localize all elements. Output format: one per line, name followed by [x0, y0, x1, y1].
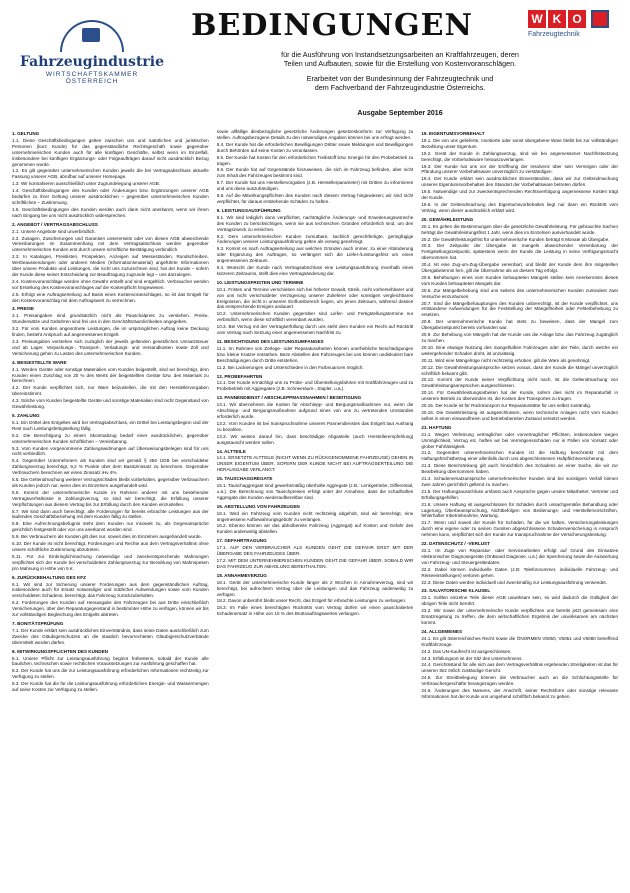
clause-text: 1.3. Wir kontrahieren ausschließlich unter Zugrundelegung unserer AGB. — [12, 181, 161, 187]
terms-column-1 — [12, 128, 209, 887]
clause-text: 20.9. Zur Behebung von Mängeln hat der Kunde uns die Anlage bzw. das Fahrzeug zugänglich zu machen. — [421, 332, 619, 343]
clause-text: 24.4. Gerichtsstand für alle sich aus dem Vertragsverhältnis ergebenden Streitigkeiten ist das für unseren Sitz örtlich zuständige Gericht. — [421, 662, 619, 674]
clause-text: 2.2. Zusagen, Zusicherungen und Garantien unsererseits oder von diesen AGB abweichende Vereinbarungen im Zusammenhang mit dem Vertragsabschluss werden gegenüber unternehmerischen Kunden erst durch unsere schriftliche Bestätigung verbindlich. — [12, 235, 209, 253]
clause-text: 21.7. Wenn und soweit der Kunde für Schäden, für die wir haften, Versicherungsleistungen durch eine eigene oder zu seinen Gunsten abgeschlossene Schadenversicherung in Anspruch nehmen kann, verpflichtet sich der Kunde zur Inanspruchnahme der Versicherungsleistung. — [421, 520, 619, 538]
section-title: 9. LEISTUNGSAUSFÜHRUNG — [216, 207, 281, 213]
clause-text: 7.1. Der Kunde erklärt sein ausdrückliches Einverständnis, dass seine Daten ausschließlich zum Zwecke des Gläubigerschutzes an die staatlich bevorrechteten Gläubigerschutzverbände übermittelt werden dürfen. — [12, 627, 209, 645]
section-title: 24. ALLGEMEINES — [421, 628, 463, 634]
clause-text: 21.4. Schadenersatzansprüche unternehmerischer Kunden sind bei sonstigem Verfall binnen zwei Jahren gerichtlich geltend zu machen. — [421, 476, 619, 487]
clause-text: 9.3. Kommt es nach Auftragserteilung aus welchen Gründen auch immer, zu einer Abänderung oder Ergänzung des Auftrages, so verlängert sich die Liefer-/Leistungsfrist um einen angemessenen Zeitraum. — [216, 246, 414, 264]
clause-text: 20.7. Sind die Mängelbehauptungen des Kunden unberechtigt, ist der Kunde verpflichtet, uns entstandene Aufwendungen für die Feststellung der Mängelfreiheit oder Fehlerbehebung zu ersetzen. — [421, 300, 619, 318]
clause-text: 20.16. Die Gewährleistung ist ausgeschlossen, wenn technische Anlagen nicht vom Kunden selbst in einen einwandfreien und betriebsbereiten Zustand versetzt werden. — [421, 409, 619, 421]
clause-text: 5.6. Kommt der unternehmerische Kunde im Rahmen anderer mit uns bestehender Vertragsverhältnisse in Zahlungsverzug, so sind wir berechtigt, die Erfüllung unserer Verpflichtungen aus diesem Vertrag bis zur Erfüllung durch den Kunden einzustellen. — [12, 489, 209, 507]
clause-text: 20.10. Eine etwaige Nutzung des mangelhaften Fahrzeuges oder der Teile, durch welche ein weitergehender Schaden droht, ist unzulässig. — [421, 344, 619, 356]
brand-right-sub: Fahrzeugtechnik — [528, 31, 580, 38]
brand-left-name: Fahrzeugindustrie — [19, 54, 165, 70]
clause-text: 15.1. Tauschaggregate sind gewerbsmäßig überholte Aggregate (z.B.: Lenkgetriebe, Differential, u.ä.). Die Berechnung von Tauschpreisen erfolgt unter der Annahme, dass die schadhaften Aggregate des Kunden wiederaufbereitbar sind. — [216, 483, 414, 500]
clause-text: 8.3. Der Kunde hat die für die Leistungsausführung erforderlichen Energie- und Wassermengen auf seine Kosten zur Verfügung zu stellen. — [12, 681, 209, 693]
intro-line: dem Fachverband der Fahrzeugindustrie Österreichs. — [314, 83, 486, 92]
clause-text: 20.11. Wird eine Mängelrüge nicht rechtzeitig erhoben, gilt die Ware als genehmigt. — [421, 357, 591, 363]
clause-text: 20.8. Der unternehmerische Kunde hat stets zu beweisen, dass der Mangel zum Übergabezeitpunkt bereits vorhanden war. — [421, 319, 619, 331]
clause-text: 5.3. Vom Kunden vorgenommene Zahlungswidmungen auf Überweisungsbelegen sind für uns nicht verbindlich. — [12, 445, 209, 457]
clause-text: 22.3. Diese Daten werden individuell und zweckmäßig zur Leistungsausführung verwendet. — [421, 579, 607, 585]
section-title: 8. MITWIRKUNGSPFLICHTEN DES KUNDEN — [12, 648, 108, 654]
section-title: 16. ABSTELLUNG VON FAHRZEUGEN — [216, 503, 300, 509]
clause-text: 21.6. Unsere Haftung ist ausgeschlossen für Schäden durch unsachgemäße Behandlung oder Lagerung, Überbeanspruchung, Nichtbefolgen von Bedienungs- und Herstellervorschriften, fehlerhafter Inbetriebnahme, Wartung. — [421, 501, 619, 519]
clause-text: 23.2. Wir sowie der unternehmerische Kunde verpflichten uns bereits jetzt gemeinsam eine Ersatzregelung zu treffen, die dem wirtschaftlichen Ergebnis der unwirksamen am nächsten kommt. — [421, 608, 619, 625]
clause-text: 16.1. Wird ein Fahrzeug vom Kunden nicht rechtzeitig abgeholt, sind wir berechtigt, eine angemessene Aufbewahrungsgebühr zu verlangen. — [216, 510, 414, 522]
section-title: 2. ANGEBOT / VERTRAGSABSCHLUSS — [12, 221, 98, 227]
intro-line: für die Ausführung von Instandsetzungsarbeiten an Kraftfahrzeugen, deren — [281, 50, 519, 59]
clause-text: 24.6. Änderungen des Namens, der Anschrift, seiner Rechtsform oder sonstige relevante Informationen hat der Kunde uns umgehend schriftlich bekannt zu geben. — [421, 688, 619, 699]
section-title: 17. GEFAHRTRAGUNG — [216, 538, 267, 544]
clause-text: 2.4. Kostenvoranschläge werden ohne Gewähr erstellt und sind entgeltlich. Verbraucher werden vor Erstellung des Kostenvoranschlages auf die Kostenpflicht hingewiesen. — [12, 278, 209, 290]
clause-text: 18.3. Im Falle eines berechtigten Rücktritts vom Vertrag dürfen wir einen pauschalierten Schadenersatz in Höhe von 15 % des Bruttoauftragswertes verlangen. — [216, 605, 414, 617]
clause-text: 24.2. Das UN-Kaufrecht ist ausgeschlossen. — [421, 648, 512, 654]
wko-letter-w: W — [528, 10, 546, 28]
section-title: 11. BESICHTIGUNG DES LEISTUNGSUMFANGES — [216, 339, 324, 344]
section-title: 18. ANNAHMEVERZUG — [216, 572, 267, 578]
clause-text: 11.1. Im Rahmen von Zerlege- oder Reparaturarbeiten können unerhebliche Beschädigungen bzw. kleine Kratzer entstehen. Beim Abstellen des Fahrzeuges bei uns können undiskutiert bare Beschädigungen durch Dritte entstehen. — [216, 345, 414, 363]
clause-text: 19.6. In der Geltendmachung des Eigentumsvorbehaltes liegt nur dann ein Rücktritt vom Vertrag, wenn dieser ausdrücklich erklärt wird. — [421, 201, 619, 213]
clause-text: 1.2. Es gilt gegenüber unternehmerischen Kunden jeweils die bei Vertragsabschluss aktuelle Fassung unserer AGB, abrufbar auf unserer Homepage. — [12, 168, 209, 180]
clause-text: 20.14. Für Gewährleistungsarbeiten hat der Kunde, sofern dies nicht im Reparaturfall in unserem Betrieb zu überwinden ist, die Kosten des Transportes zu tragen. — [421, 390, 619, 402]
section-title: 12. PROBEFAHRTEN — [216, 373, 263, 379]
brand-left-sub1: WIRTSCHAFTSKAMMER — [45, 71, 139, 78]
section-title: 6. ZURÜCKBEHALTUNG DES KFZ — [12, 574, 86, 580]
clause-text: 1.5. Geschäftsbedingungen des Kunden werden auch dann nicht anerkannt, wenn wir ihnen nach Eingang bei uns nicht ausdrücklich widersprechen. — [12, 206, 209, 218]
clause-text: sowie allfällige diesbezügliche gesetzliche Änderungen gesetzeskonform zur Verfügung zu stellen. Auftragsbezogene Details zu den notwendigen Angaben können bei uns erfragt werden. — [216, 129, 414, 140]
wko-letter-o: O — [568, 10, 586, 28]
header — [12, 6, 618, 126]
clause-text: 20.4. Ist eine Zug-um-Zug-Übergabe vereinbart, und bleibt der Kunde dem ihm mitgeteilten Übergabetermin fern, gilt die Übernahme als an diesem Tag erfolgt. — [421, 262, 619, 274]
terms-columns — [12, 128, 618, 887]
clause-text: 4.3. Solche vom Kunden beigestellte Geräte und sonstige Materialien sind nicht Gegenstand von Gewährleistung. — [12, 398, 209, 410]
clause-text: 20.2. Die Gewährleistungsfrist für unternehmerische Kunden beträgt 6 Monate ab Übergabe. — [421, 236, 610, 242]
clause-text: 19.1. Die von uns gelieferte, montierte oder sonst übergebene Ware bleibt bis zur vollständigen Bezahlung unser Eigentum. — [421, 137, 619, 149]
edition-label: Ausgabe September 2016 — [357, 110, 443, 117]
clause-text: 20.13. Kommt der Kunde seiner Verpflichtung nicht nach, ist die Geltendmachung von Gewährleistungsansprüchen ausgeschlossen. — [421, 377, 619, 389]
section-title: 20. GEWÄHRLEISTUNG — [421, 216, 474, 222]
clause-text: 13.3. Wir weisen darauf hin, dass beschädigte Abgasteile (auch Herstellerempfehlung) ausgetauscht werden sollen. — [216, 433, 414, 445]
clause-text: 14.1. ERSETZTE ALTTEILE (NICHT WENN ZU RÜCKGENOMMENE FAHRZEUGE) GEHEN IN UNSER EIGENTUM ÜBER, SOFERN DER KUNDE NICHT BEI AUFTRAGSERTEILUNG DIE HERAUSGABE VERLANGT. — [216, 455, 414, 473]
section-title: 4. BEIGESTELLTE WARE — [12, 359, 67, 365]
clause-text: 19.4. Der Kunde erklärt sein ausdrückliches Einverständnis, dass wir zur Geltendmachung unseres Eigentumsvorbehaltes den Standort der Vorbehaltsware betreten dürfen. — [421, 176, 619, 188]
section-title: 5. ZAHLUNG — [12, 412, 40, 418]
document-title: BEDINGUNGEN — [191, 8, 473, 43]
clause-text: 12.1. Der Kunde ermächtigt uns zu Probe- und Überstellungsfahrten mit Kraftfahrzeugen und zu Probebetrieb mit Aggregaten (z.B. Schneeräum-, Stapler, u.ä.). — [216, 380, 414, 392]
clause-text: 19.3. Der Kunde hat uns vor der Eröffnung der Insolvenz über sein Vermögen oder der Pfändung unserer Vorbehaltsware unverzüglich zu verständigen. — [421, 163, 619, 175]
clause-text: 24.3. Erfüllungsort ist der Sitz des Unternehmens. — [421, 655, 523, 661]
clause-text: 10.3. Bei Verzug mit der Vertragserfüllung durch uns steht dem Kunden ein Recht auf Rücktritt vom Vertrag nach Setzung einer angemessenen Nachfrist zu. — [216, 324, 414, 336]
clause-text: 6.1. Wir sind zur Sicherung unserer Forderungen aus dem gegenständlichen Auftrag, insbesondere auch für Ersatz notwendiger und nützlicher Aufwendungen sowie vom Kunden verschuldeten Schadens, berechtigt, das Fahrzeug zurückzubehalten. — [12, 581, 209, 599]
section-title: 19. EIGENTUMSVORBEHALT — [421, 131, 485, 136]
intro-line: Teilen und Aufbauten, sowie für die Erstellung von Kostenvoranschlägen. — [283, 59, 517, 68]
clause-text: 13.1. Wir übernehmen die Kosten für Abschlepp- und Bergungsmaßnahmen nur, wenn die Abschlepp- und Bergungsmaßnahme aufgrund eines von uns zu vertretenden Umstandes erforderlich wurde. — [216, 402, 414, 419]
clause-text: 8.5. Der Kunde hat Kosten für den erforderlichen Treibstoff bzw. Energie für den Probebetrieb zu tragen. — [216, 154, 414, 166]
section-title: 10. LEISTUNGSFRISTEN UND TERMINE — [216, 279, 304, 285]
clause-text: 3.1. Preisangaben sind grundsätzlich nicht als Pauschalpreis zu verstehen. Preise, Stundensätze und Gebühren sind frei uns in den Geschäftsräumlichkeiten angegeben. — [12, 313, 209, 325]
clause-text: 5.5. Die Geltendmachung weiterer Verzugsschäden bleibt vorbehalten, gegenüber Verbrauchern als Kunden jedoch nur, wenn dies im Einzelnen ausgehandelt wird. — [12, 477, 209, 488]
clause-text: 11.2. Bei Lackierungen und Unterschieden in den Farbnuancen möglich. — [216, 364, 364, 370]
clause-text: 17.2. MIT DEM UNTERNEHMERISCHEN KUNDEN GEHT DIE GEFAHR ÜBER, SOBALD WIR DAS FAHRZEUG ZUR ABHOLUNG BEREITHALTEN. — [216, 558, 414, 569]
clause-text: 24.5. Zur Streitbeilegung können die Verbraucher auch an die Schlichtungsstelle für Verbrauchergeschäfte herangezogen werden. — [421, 675, 619, 687]
clause-text: 1.1. Diese Geschäftsbedingungen gelten zwischen uns und natürlichen und juristischen Personen (kurz Kunde) für das gegenständliche Rechtsgeschäft sowie gegenüber unternehmerischen Kunden auch für alle künftigen Geschäfte, selbst wenn im Einzelfall, insbesondere bei künftigen Ergänzungs- oder Folgeaufträgen darauf nicht ausdrücklich Bezug genommen wurde. — [12, 137, 209, 167]
clause-text: 18.2. Davon unberührt bleibt unser Recht, das Entgelt für erbrachte Leistungen zu verlangen. — [216, 598, 407, 604]
clause-text: 8.1. Unsere Pflicht zur Leistungsausführung beginnt frühestens, sobald der Kunde alle baulichen, technischen sowie rechtlichen Voraussetzungen zur Ausführung geschaffen hat. — [12, 655, 209, 667]
clause-text: 13.2. Vom Kunden ist bei Inanspruchnahme unseres Pannendienstes das Entgelt laut Aushang zu bezahlen. — [216, 420, 414, 432]
clause-text: 16.2. Ebenso können wir das abholbereite Fahrzeug (Aggregat) auf Kosten und Gefahr des Kunden anderweitig abstellen. — [216, 523, 414, 535]
clause-text: 5.1. Ein Drittel des Entgeltes wird bei Vertragsabschluss, ein Drittel bei Leistungsbeginn und der Rest nach Leistungsfertigstellung fällig. — [12, 419, 209, 431]
clause-text: 5.7. Wir sind dann auch berechtigt, alle Forderungen für bereits erbrachte Leistungen aus der laufenden Geschäftsbeziehung mit dem Kunden fällig zu stellen. — [12, 508, 209, 520]
section-title: 21. HAFTUNG — [421, 424, 452, 430]
clause-text: 8.4. Der Kunde hat die erforderlichen Bewilligungen Dritter sowie Meldungen und Bewilligungen durch Behörden auf seine Kosten zu veranlassen. — [216, 141, 414, 153]
section-title: 7. BONITÄTSPRÜFUNG — [12, 620, 64, 626]
clause-text: 21.2. Gegenüber unternehmerischen Kunden ist die Haftung beschränkt mit dem Haftungshöchstbetrag einer allenfalls durch uns abgeschlossenen Haftpflichtversicherung. — [421, 450, 619, 462]
clause-text: 3.3. Preisangaben verstehen sich zuzüglich der jeweils geltenden gesetzlichen Umsatzsteuer und ab Lager. Verpackungs-, Transport-, Verladungs- und Versandkosten sowie Zoll und Versicherung gehen zu Lasten des unternehmerischen Kunden. — [12, 339, 209, 356]
terms-column-2 — [217, 128, 414, 887]
clause-text: 6.2. Forderungen des Kunden auf Herausgabe des Fahrzeuges bei aus Dritte einschließlich Versicherungen, über den Reparaturgegenstand in bestimmter Höhe zu verfügen, können wir bis zur vollständigen Begleichung des Entgelts abtreten. — [12, 600, 209, 618]
terms-column-3 — [421, 128, 618, 887]
clause-text: 19.5. Notwendige und zur zweckentsprechenden Rechtsverfolgung angemessene Kosten trägt der Kunde. — [421, 189, 619, 201]
clause-text: 5.8. Eine Aufrechnungsbefugnis steht dem Kunden nur insoweit zu, als Gegenansprüche gerichtlich festgestellt oder von uns anerkannt worden sind. — [12, 521, 209, 533]
clause-text: 5.10. Der Kunde ist nicht berechtigt, Forderungen und Rechte aus dem Vertragsverhältnis ohne unsere schriftliche Zustimmung abzutreten. — [12, 541, 209, 552]
clause-text: 20.1. Es gelten die Bestimmungen über die gesetzliche Gewährleistung. Für gebrauchte Sachen beträgt die Gewährleistungsfrist 1 Jahr, wenn dies im Einzelnen ausverhandelt wurde. — [421, 223, 619, 235]
clause-text: 10.1. Fristen und Termine verschieben sich bei höherer Gewalt, Streik, nicht vorhersehbarer und von uns nicht verschuldeter Verzögerung unserer Zulieferer oder sonstigen vergleichbaren Ereignissen, die nicht in unserem Einflussbereich liegen, um jenen Zeitraum, während dessen das entsprechende Ereignis andauert. — [216, 286, 414, 310]
intro-line: Erarbeitet von der Bundesinnung der Fahrzeugtechnik und — [306, 74, 494, 83]
clause-text: 22.1. Im Zuge von Reparatur- oder Servicearbeiten erfolgt auf Grund des Einsatzes elektronischer Diagnosegeräte (OnBoard Diagnose, u.ä.) die Speicherung sowie die Auswertung von Fahrzeug- und Steuergerätedaten. — [421, 548, 619, 565]
clause-text: 2.1. Unsere Angebote sind unverbindlich. — [12, 228, 96, 234]
brand-left-sub2: ÖSTERREICH — [65, 78, 119, 85]
clause-text: 9.4. Wünscht der Kunde nach Vertragsabschluss eine Leistungsausführung innerhalb eines kürzeren Zeitraums, stellt dies eine Vertragsänderung dar. — [216, 265, 414, 276]
section-title: 22. DATENSCHUTZ / -VERLUST — [421, 541, 490, 547]
clause-text: 18.1. Gerät der unternehmerische Kunde länger als 2 Wochen in Annahmeverzug, sind wir berechtigt, bei aufrechtem Vertrag über die Leistungen und das Fahrzeug anderweitig zu verfügen. — [216, 579, 414, 597]
clause-text: 17.1. AUF DEN VERBRAUCHER ALS KUNDEN GEHT DIE GEFAHR ERST MIT DER ÜBERGABE DES FAHRZEUGES ÜBER. — [216, 545, 414, 557]
clause-text: 5.11. Für zur Einbringlichmachung notwendige und zweckentsprechende Mahnungen verpflichtet sich der Kunde bei verschuldetem Zahlungsverzug zur Bezahlung von Mahnspesen pro Mahnung in Höhe von 5 €. — [12, 553, 209, 571]
clause-text: 23.1. Sollten einzelne Teile dieser AGB unwirksam sein, so wird dadurch die Gültigkeit der übrigen Teile nicht berührt. — [421, 595, 619, 607]
section-title: 15. TAUSCHAGGREGATE — [216, 476, 273, 482]
wko-letters — [528, 10, 618, 28]
section-title: 13. PANNENDIENST / ABSCHLEPPMASSNAHMEN / BESEITIGUNG — [216, 395, 362, 401]
fahrzeugtechnik-icon — [591, 10, 609, 28]
section-title: 14. ALTTEILE — [216, 448, 246, 454]
wko-letter-k: K — [548, 10, 566, 28]
clause-text: 9.2. Dem unternehmerischen Kunden zumutbare, sachlich gerechtfertigte, geringfügige Änderungen unserer Leistungsausführung gelten als vorweg genehmigt. — [216, 233, 414, 245]
clause-text: 10.2. Unternehmerischen Kunden gegenüber sind Liefer- und Fertigstellungstermine nur verbindlich, wenn diese schriftlich vereinbart wurden. — [216, 311, 414, 323]
clause-text: 8.6. Der Kunde hat auf Gegenstände hinzuweisen, die sich im Fahrzeug befinden, aber nicht zum Inhalt des Fahrzeuges bestimmt sind. — [216, 167, 414, 179]
clause-text: 4.2. Der Kunde verpflichtet sich, nur Ware beizustellen, die mit den Herstellervorgaben übereinstimmt. — [12, 385, 209, 397]
section-title: 1. GELTUNG — [12, 131, 40, 136]
clause-text: 20.3. Der Zeitpunkt der Übergabe ist mangels abweichender Vereinbarung der Fertigstellungszeitpunkt, spätestens wenn der Kunde die Leistung in seine Verfügungsmacht übernommen hat. — [421, 243, 619, 261]
clause-text: 4.1. Werden Geräte oder sonstige Materialien vom Kunden beigestellt, sind wir berechtigt, dem Kunden einen Zuschlag von 20 % des Werts der beigestellten Geräte bzw. des Materials zu berechnen. — [12, 366, 209, 384]
clause-text: 21.5. Der Haftungsausschluss umfasst auch Ansprüche gegen unsere Mitarbeiter, Vertreter und Erfüllungsgehilfen. — [421, 488, 619, 500]
clause-text: 22.2. Dabei können individuelle Daten (z.B: Telefonnummer, individuelle Fahrzeug- und Reiseeinstellungen) verloren gehen. — [421, 566, 619, 578]
clause-text: 5.4. Gegenüber Unternehmern als Kunden sind wir gemäß § 456 UGB bei verschuldeter Zahlungsverzug berechtigt, 9,2 % Punkte über dem Basiszinssatz zu berechnen. Gegenüber Verbrauchern berechnen wir einen Zinssatz iHv 4%. — [12, 458, 209, 476]
clause-text: 21.1. Wegen Verletzung vertraglicher oder vorvertraglicher Pflichten, insbesondere wegen Unmöglichkeit, Verzug etc. haften wir bei Vermögensschäden nur in Fällen von Vorsatz oder grober Fahrlässigkeit. — [421, 431, 619, 449]
clause-text: 8.7. Der Kunde hat uns Herstellervorgaben (z.B. Herstellerparameter) mit Dritten zu informieren und uns diese auszuhändigen. — [216, 180, 414, 192]
clause-text: 20.15. Der Kunde ist für Rücktransport zur Reparaturstätte für uns selbst zuständig. — [421, 403, 592, 409]
clause-text: 9.1. Wir sind lediglich dann verpflichtet, nachträgliche Änderungs- und Erweiterungswünsche des Kunden zu berücksichtigen, wenn sie aus technischen Gründen erforderlich sind, um den Vertragszweck zu erreichen. — [216, 214, 414, 232]
clause-text: 5.9. Bei Verbrauchern als Kunden gilt dies nur, soweit dies im Einzelnen ausgehandelt wurde. — [12, 534, 202, 540]
clause-text: 24.1. Es gilt österreichisches Recht sowie die ÖNORMEN V5050, V5051 und V5080 betreffend Kraftfahrzeuge. — [421, 635, 619, 647]
clause-text: 1.4. Geschäftsbedingungen des Kunden oder Änderungen bzw. Ergänzungen unserer AGB bedürfen zu ihrer Geltung unserer ausdrücklichen – gegenüber unternehmerischen Kunden schriftlichen – Zustimmung. — [12, 188, 209, 205]
brand-left-logo — [12, 12, 172, 85]
clause-text: 5.2. Die Berechtigung zu einem Skontoabzug bedarf einer ausdrücklichen, gegenüber unternehmerischen Kunden schriftlichen – Vereinbarung. — [12, 432, 209, 444]
clause-text: 20.5. Behebungen eines vom Kunden behaupteten Mangels stellen kein Anerkenntnis dieses vom Kunden behaupteten Mangels dar. — [421, 274, 619, 286]
vehicle-arc-icon — [60, 20, 124, 52]
clause-text: 2.3. In Katalogen, Preislisten, Prospekten, Anzeigen auf Messeständen, Rundschreiben, Werbeaussendungen oder anderen Medien (Informationsmaterial) angeführte Informationen über unsere Produkte und Leistungen, die nicht uns zuzurechnen sind, hat der Kunde – sofern der Kunde diese seiner Entscheidung zur Beauftragung zugrunde legt – uns darzulegen. — [12, 254, 209, 277]
intro-text — [182, 50, 618, 92]
brand-right-logo — [528, 10, 618, 38]
clause-text: 20.6. Zur Mängelbehebung sind uns seitens des unternehmerischen Kunden zumindest zwei Versuche einzuräumen. — [421, 287, 619, 299]
clause-text: 8.2. Der Kunde hat uns die zur Leistungsausführung erforderlichen Informationen rechtzeitig zur Verfügung zu stellen. — [12, 668, 209, 680]
clause-text: 8.8. Auf die Mitwirkungspflichten des Kunden nach diesem Vertrag hingewiesen; wir sind nicht verpflichtet, für daraus entstehende Schäden zu haften. — [216, 193, 414, 204]
clause-text: 21.3. Diese Beschränkung gilt auch hinsichtlich des Schadens an einer Sache, die wir zur Bearbeitung übernommen haben. — [421, 463, 619, 475]
clause-text: 3.2. Für vom Kunden angeordnete Leistungen, die im ursprünglichen Auftrag keine Deckung finden, besteht Anspruch auf angemessenes Entgelt. — [12, 326, 209, 338]
section-title: 23. SALVATORISCHE KLAUSEL — [421, 588, 491, 594]
section-title: 3. PREISE — [12, 306, 34, 312]
clause-text: 19.2. Gerät der Kunde in Zahlungsverzug, sind wir bei angemessener Nachfristsetzung berechtigt, die Vorbehaltsware herauszuverlangen. — [421, 150, 619, 162]
clause-text: 2.5. Erfolgt eine Auftragserteilung auf Basis eines Kostenvoranschlages, so ist das Entgelt für den Kostenvoranschlag mit dem Auftragswert zu verrechnen. — [12, 291, 209, 303]
clause-text: 20.12. Die Gewährleistungsansprüche setzen voraus, dass der Kunde die Mängel unverzüglich schriftlich bekannt gibt. — [421, 364, 619, 376]
